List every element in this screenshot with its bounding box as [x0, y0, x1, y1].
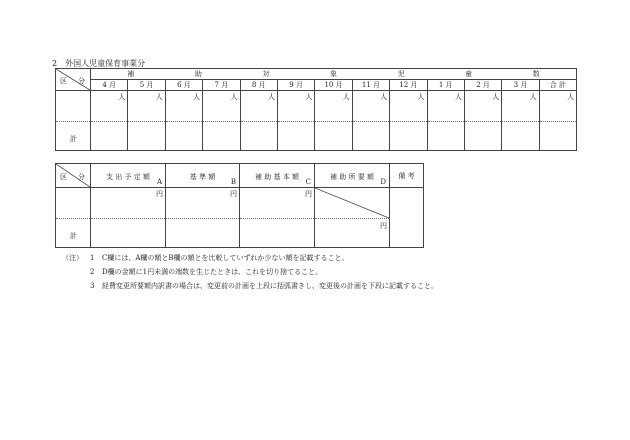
- group-char: 児: [397, 70, 405, 78]
- unit-label: 円: [230, 190, 237, 198]
- dotted-divider: [91, 218, 165, 219]
- month-header: 9 月: [277, 80, 314, 91]
- strike-diagonal: [315, 188, 389, 218]
- dotted-divider: [353, 121, 389, 122]
- unit-label: 人: [417, 93, 425, 101]
- header-remarks: 備 考: [390, 164, 424, 188]
- unit-label: 円: [156, 190, 163, 198]
- note-number: 3: [90, 282, 95, 290]
- month-header: 12 月: [390, 80, 427, 91]
- dotted-divider: [502, 121, 538, 122]
- data-cell[interactable]: [91, 91, 128, 151]
- header-label: 補 助 基 本 額: [255, 172, 299, 181]
- unit-label: 人: [529, 93, 537, 101]
- column-letter-c: C: [305, 178, 311, 186]
- month-header: 1 月: [427, 80, 464, 91]
- dotted-divider: [166, 218, 239, 219]
- header-label: 支 出 予 定 額: [106, 172, 150, 181]
- unit-label: 人: [267, 93, 275, 101]
- month-header: 11 月: [352, 80, 389, 91]
- dotted-divider: [128, 121, 164, 122]
- expense-table: [55, 163, 424, 248]
- data-cell[interactable]: [539, 91, 576, 151]
- dotted-divider: [56, 121, 90, 122]
- note-item: [62, 265, 438, 279]
- data-cell[interactable]: [315, 91, 352, 151]
- kubun-left: 区: [60, 77, 67, 85]
- subsidy-children-table: [55, 68, 577, 151]
- dotted-divider: [315, 218, 389, 219]
- data-cell[interactable]: [240, 188, 315, 248]
- header-label: 基 準 額: [189, 172, 216, 181]
- note-item: [62, 279, 438, 293]
- note-prefix: （注）: [62, 254, 83, 262]
- data-cell-d[interactable]: [315, 188, 390, 248]
- data-cell[interactable]: [240, 91, 277, 151]
- group-char: 助: [194, 70, 202, 78]
- month-header: 8 月: [240, 80, 277, 91]
- note-text: C欄には、A欄の額とB欄の額とを比較していずれか少ない額を記載すること。: [102, 254, 349, 262]
- dotted-divider: [540, 121, 576, 122]
- unit-label: 人: [454, 93, 462, 101]
- unit-label: 人: [193, 93, 201, 101]
- header-label: 補 助 所 要 額: [330, 172, 374, 181]
- group-char: 象: [330, 70, 338, 78]
- data-cell[interactable]: [91, 188, 166, 248]
- data-cell[interactable]: [502, 91, 539, 151]
- unit-label: 人: [155, 93, 163, 101]
- unit-label: 円: [305, 190, 312, 198]
- note-text: 経費変更所要額内訳書の場合は、変更前の計画を上段に括弧書きし、変更後の計画を下段に記載すること。: [102, 282, 438, 290]
- dotted-divider: [91, 121, 127, 122]
- unit-label: 人: [342, 93, 350, 101]
- kubun-header-cell: [56, 69, 91, 91]
- data-cell[interactable]: [165, 91, 202, 151]
- dotted-divider: [240, 218, 314, 219]
- group-char: 対: [262, 70, 270, 78]
- unit-label: 人: [118, 93, 126, 101]
- note-item: [62, 251, 438, 265]
- total-label: 計: [70, 232, 77, 240]
- dotted-divider: [465, 121, 501, 122]
- remarks-cell[interactable]: [390, 188, 424, 248]
- kubun-header-cell: [56, 164, 91, 188]
- month-header: 6 月: [165, 80, 202, 91]
- month-header: 合 計: [539, 80, 576, 91]
- month-header: 3 月: [502, 80, 539, 91]
- data-cell[interactable]: [427, 91, 464, 151]
- unit-label: 人: [567, 93, 575, 101]
- unit-label: 人: [305, 93, 313, 101]
- note-text: D欄の金額に1円未満の端数を生じたときは、これを切り捨てること。: [102, 268, 323, 276]
- dotted-divider: [166, 121, 202, 122]
- kubun-right: 分: [78, 173, 85, 181]
- data-cell[interactable]: [390, 91, 427, 151]
- data-cell[interactable]: [352, 91, 389, 151]
- group-char: 数: [532, 70, 540, 78]
- dotted-divider: [428, 121, 464, 122]
- month-header: 7 月: [203, 80, 240, 91]
- group-char: 補: [127, 70, 135, 78]
- total-label: 計: [70, 135, 77, 143]
- column-letter-d: D: [380, 178, 386, 186]
- data-cell[interactable]: [203, 91, 240, 151]
- data-cell[interactable]: [166, 188, 240, 248]
- notes: [62, 251, 438, 293]
- dotted-divider: [203, 121, 239, 122]
- note-number: 2: [90, 268, 95, 276]
- month-header: 10 月: [315, 80, 352, 91]
- dotted-divider: [315, 121, 351, 122]
- dotted-divider: [390, 121, 426, 122]
- note-number: 1: [90, 254, 95, 262]
- unit-label: 円: [380, 222, 387, 230]
- section-title: 2 外国人児童保育事業分: [52, 59, 146, 68]
- dotted-divider: [241, 121, 277, 122]
- total-row-label-cell: [56, 188, 91, 248]
- month-header: 4 月: [91, 80, 128, 91]
- header-amount-c: [240, 164, 315, 188]
- kubun-left: 区: [60, 173, 67, 181]
- header-amount-a: [91, 164, 166, 188]
- header-amount-b: [166, 164, 240, 188]
- unit-label: 人: [380, 93, 388, 101]
- data-cell[interactable]: [464, 91, 501, 151]
- group-char: 童: [465, 70, 473, 78]
- data-cell[interactable]: [277, 91, 314, 151]
- data-cell[interactable]: [128, 91, 165, 151]
- dotted-divider: [278, 121, 314, 122]
- unit-label: 人: [230, 93, 238, 101]
- month-header: 5 月: [128, 80, 165, 91]
- dotted-divider: [56, 218, 90, 219]
- month-header: 2 月: [464, 80, 501, 91]
- kubun-right: 分: [78, 77, 85, 85]
- total-row-label-cell: [56, 91, 91, 151]
- unit-label: 人: [492, 93, 500, 101]
- header-amount-d: [315, 164, 390, 188]
- column-letter-b: B: [230, 178, 236, 186]
- group-header: [91, 69, 577, 80]
- column-letter-a: A: [156, 178, 162, 186]
